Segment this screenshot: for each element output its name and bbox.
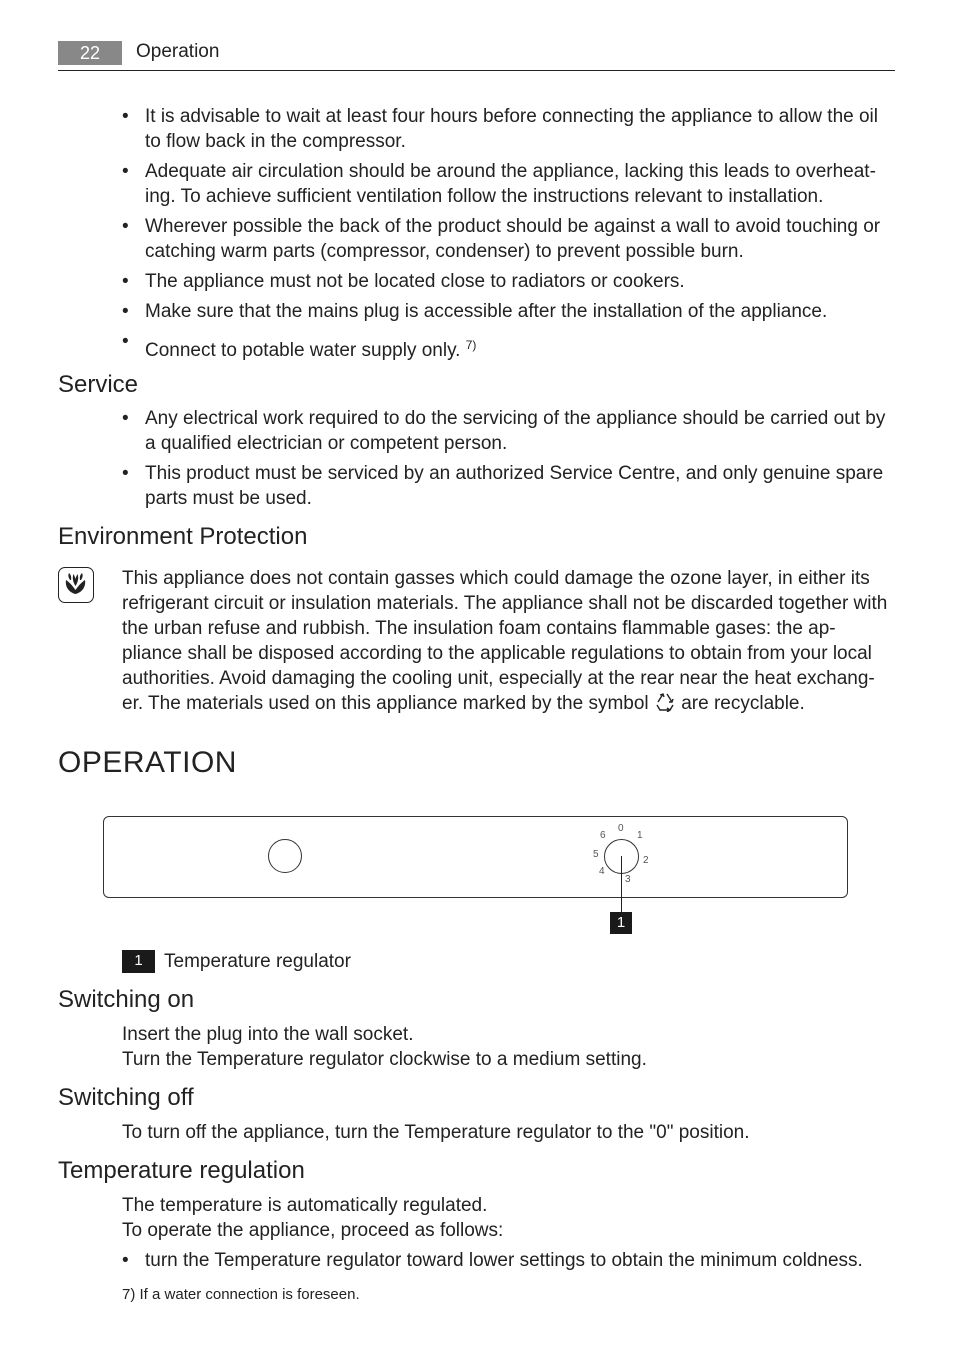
list-item: • turn the Temperature regulator toward lower settings to obtain the minimum coldness. xyxy=(122,1248,894,1273)
service-heading: Service xyxy=(58,371,139,398)
switching-off-heading: Switching off xyxy=(58,1084,194,1111)
environment-heading: Environment Protection xyxy=(58,523,308,550)
legend-number: 1 xyxy=(122,950,155,973)
dial-number: 1 xyxy=(637,830,643,841)
temperature-regulation-heading: Temperature regulation xyxy=(58,1157,305,1184)
dial-number: 4 xyxy=(599,866,605,877)
paragraph-line: To operate the appliance, proceed as follows: xyxy=(122,1220,504,1241)
dial-number: 3 xyxy=(625,874,631,885)
footnote: 7) If a water connection is foreseen. xyxy=(122,1286,360,1303)
paragraph-line: To turn off the appliance, turn the Temperature regulator to the "0" position. xyxy=(122,1122,750,1143)
recycle-icon xyxy=(654,692,676,712)
callout-badge: 1 xyxy=(610,912,632,934)
list-item: • Adequate air circulation should be around the appliance, lacking this leads to overheat-ing. To achieve sufficient ventilation follow the instructions relevant to installation. xyxy=(122,159,894,209)
callout-line xyxy=(621,856,622,912)
list-item: • The appliance must not be located close to radiators or cookers. xyxy=(122,269,894,294)
list-item: • Wherever possible the back of the product should be against a wall to avoid touching or catching warm parts (compressor, condenser) to prevent possible burn. xyxy=(122,214,894,264)
operation-heading: OPERATION xyxy=(58,746,237,779)
list-item: • This product must be serviced by an authorized Service Centre, and only genuine spare parts must be used. xyxy=(122,461,894,511)
dial-number: 5 xyxy=(593,849,599,860)
paragraph-line: The temperature is automatically regulated. xyxy=(122,1195,488,1216)
legend-label: Temperature regulator xyxy=(164,951,351,972)
water-bullet: • Connect to potable water supply only. $^{7)}$ xyxy=(122,331,477,362)
service-bullets xyxy=(122,406,894,511)
control-panel-illustration xyxy=(103,816,848,898)
temperature-bullets xyxy=(122,1248,894,1273)
dial-number: 6 xyxy=(600,830,606,841)
environment-text: This appliance does not contain gasses which could damage the ozone layer, in either its refrigerant circuit or insulation materials. The appliance shall not be discarded together with the urban refuse and rubbish. The insulation foam contains flammable gases: the ap-pliance shall be disposed according to the applicable regulations to obtain from your local authorities. Avoid damaging the cooling unit, especially at the rear near the heat exchang-er. The materials used on this appliance marked by the symbol are recyclable. xyxy=(122,568,888,714)
running-header: Operation xyxy=(136,41,220,62)
switching-on-heading: Switching on xyxy=(58,986,195,1013)
page-number: 22 xyxy=(58,41,122,65)
dial-number: 0 xyxy=(618,823,624,834)
list-item: • It is advisable to wait at least four hours before connecting the appliance to allow the oil to flow back in the compressor. xyxy=(122,104,894,154)
list-item: • Make sure that the mains plug is accessible after the installation of the appliance. xyxy=(122,299,894,324)
installation-bullets xyxy=(122,104,894,324)
header-rule xyxy=(58,70,895,71)
paragraph-line: Turn the Temperature regulator clockwise to a medium setting. xyxy=(122,1049,647,1070)
dial-number: 2 xyxy=(643,855,649,866)
indicator-light xyxy=(268,839,302,873)
water-bullet-text: Connect to potable water supply only. xyxy=(145,340,461,362)
list-item: • Any electrical work required to do the servicing of the appliance should be carried out by a qualified electrician or competent person. xyxy=(122,406,894,456)
environment-icon xyxy=(58,567,94,603)
paragraph-line: Insert the plug into the wall socket. xyxy=(122,1024,414,1045)
footnote-ref: 7) xyxy=(465,338,477,352)
